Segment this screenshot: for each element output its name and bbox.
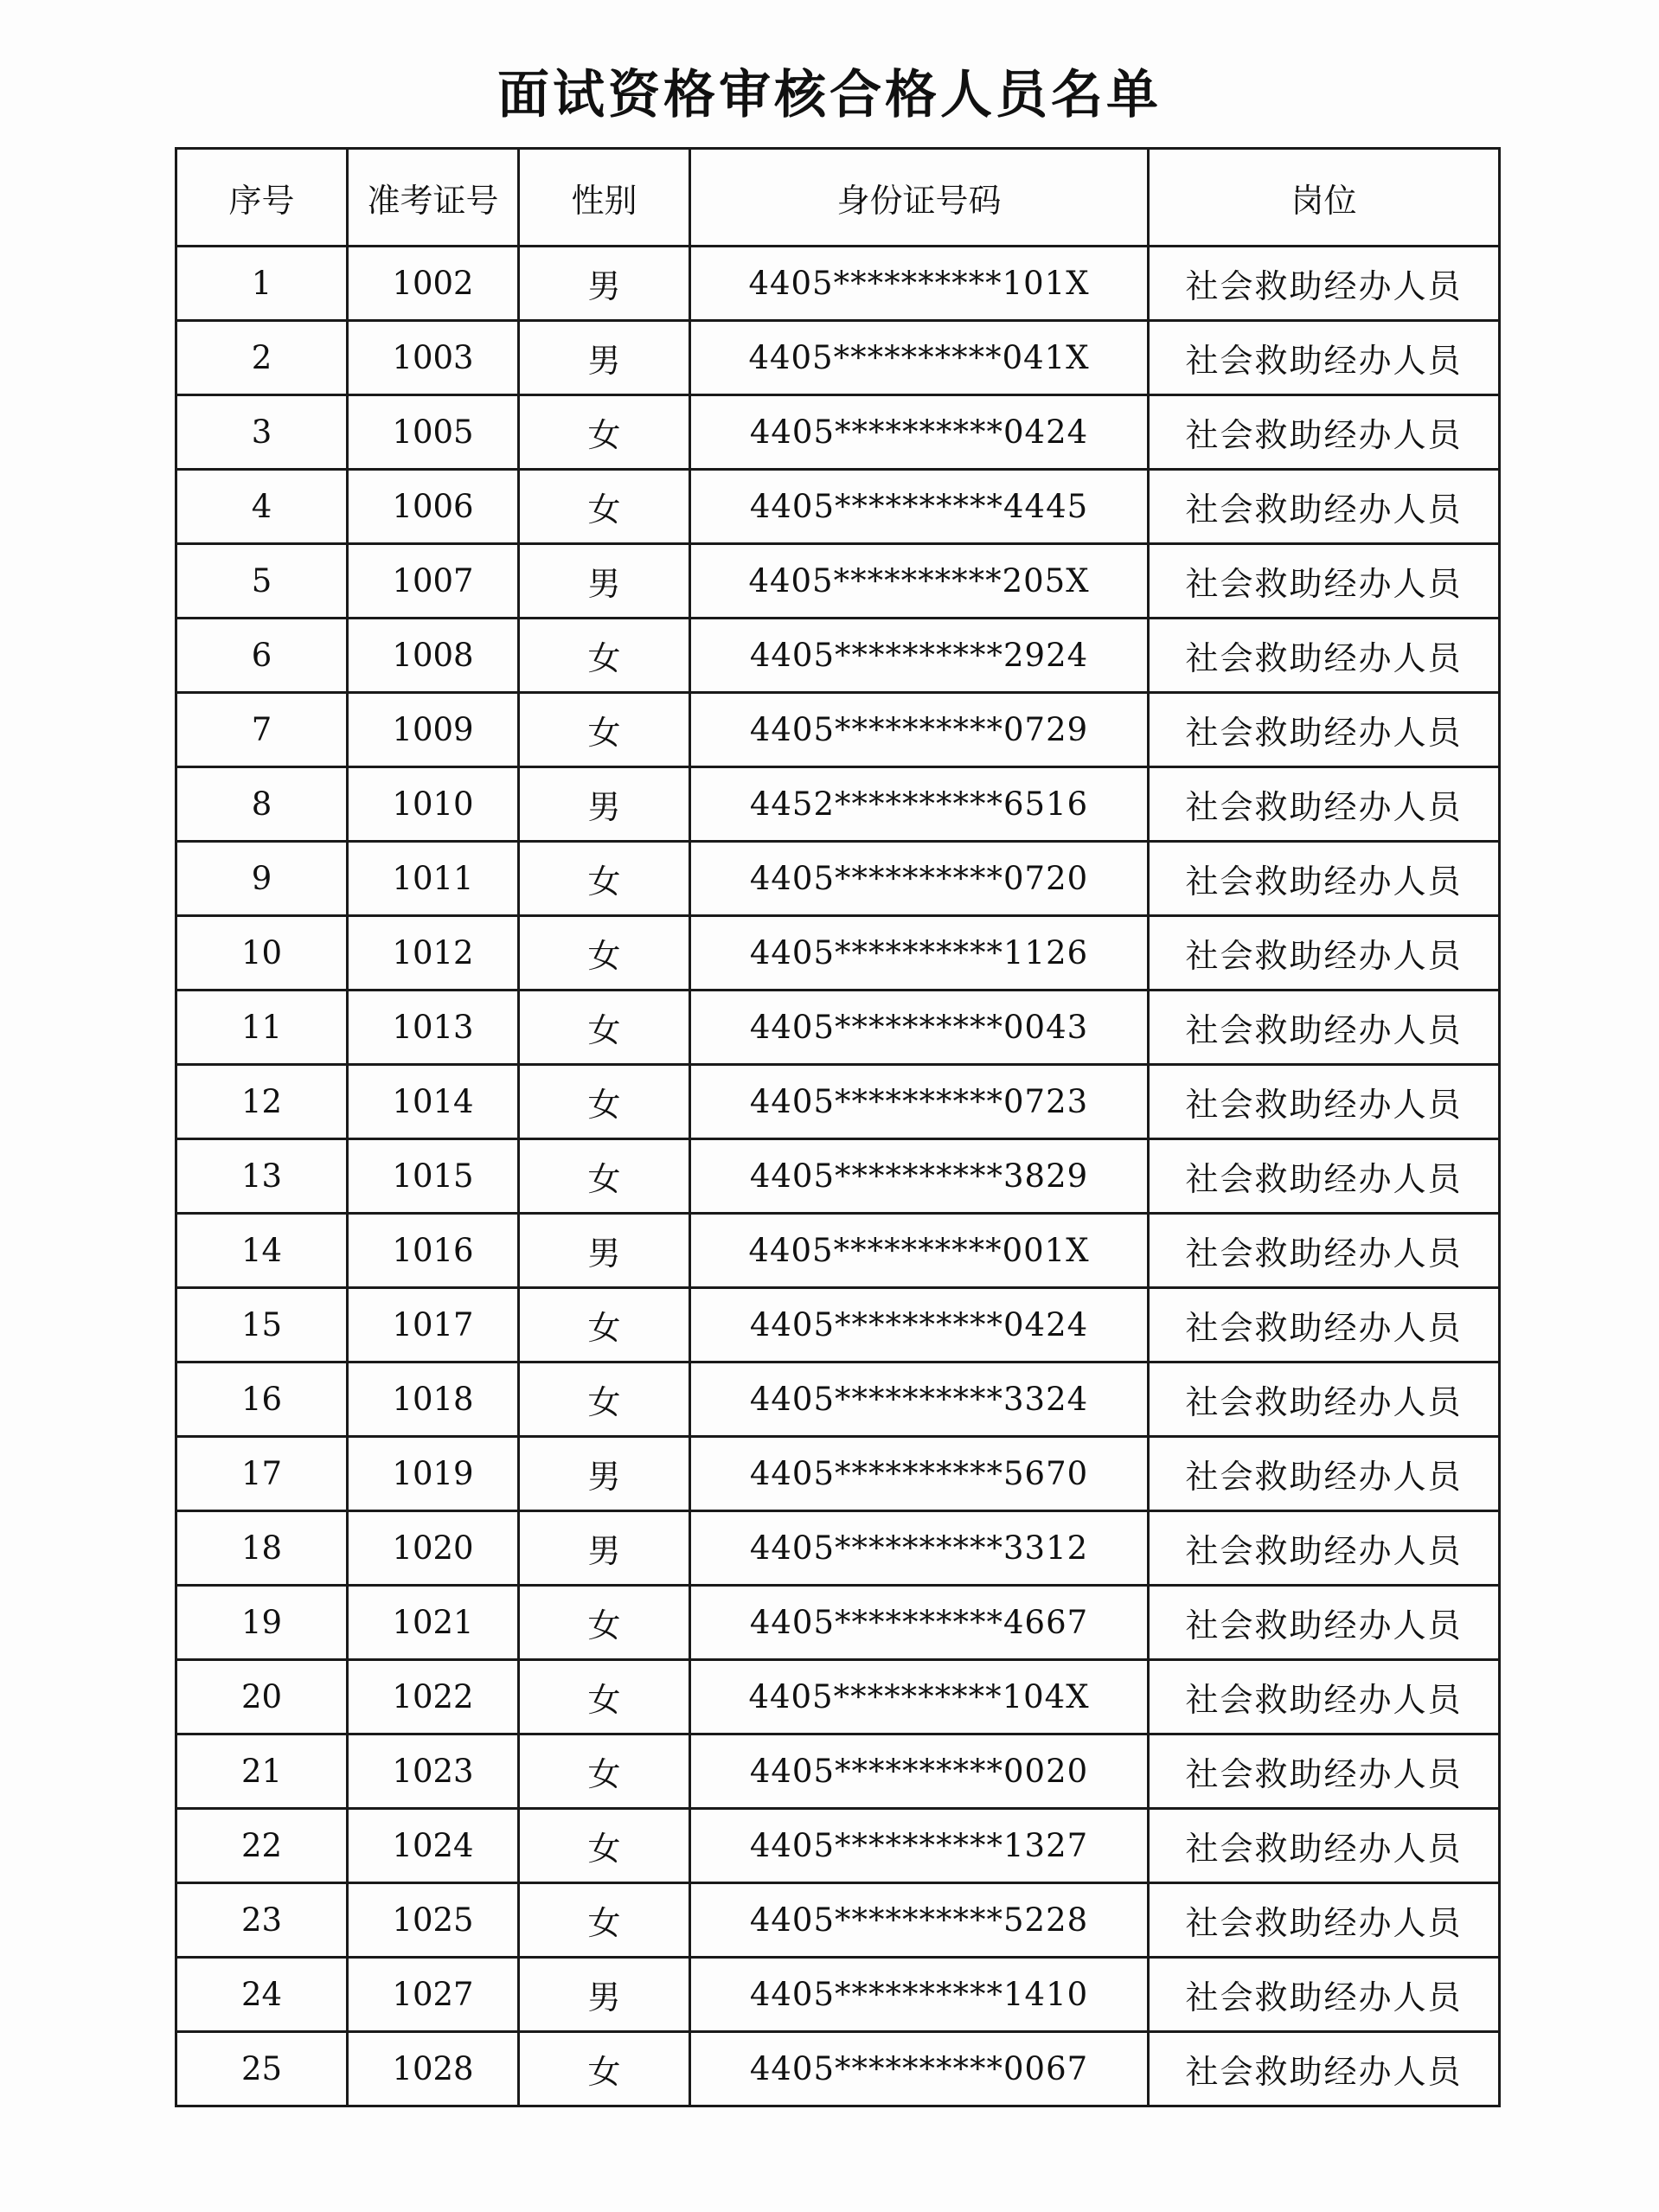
cell-exam-number: 1023 [348, 1734, 519, 1809]
cell-exam-number: 1016 [348, 1214, 519, 1288]
cell-index: 19 [176, 1586, 348, 1660]
cell-index: 25 [176, 2032, 348, 2106]
cell-position: 社会救助经办人员 [1149, 321, 1500, 395]
cell-index: 13 [176, 1139, 348, 1214]
cell-exam-number: 1012 [348, 916, 519, 991]
cell-index: 4 [176, 470, 348, 544]
cell-exam-number: 1020 [348, 1511, 519, 1586]
cell-index: 2 [176, 321, 348, 395]
cell-id-number: 4405**********4667 [690, 1586, 1149, 1660]
cell-id-number: 4405**********0067 [690, 2032, 1149, 2106]
cell-position: 社会救助经办人员 [1149, 693, 1500, 767]
cell-position: 社会救助经办人员 [1149, 1214, 1500, 1288]
cell-id-number: 4405**********0020 [690, 1734, 1149, 1809]
table-row [176, 1437, 1500, 1511]
header-position: 岗位 [1149, 149, 1500, 247]
cell-gender: 女 [519, 1065, 690, 1139]
table-row [176, 1734, 1500, 1809]
table-header [176, 149, 1500, 247]
cell-id-number: 4405**********1126 [690, 916, 1149, 991]
cell-gender: 女 [519, 916, 690, 991]
cell-exam-number: 1028 [348, 2032, 519, 2106]
cell-position: 社会救助经办人员 [1149, 916, 1500, 991]
cell-id-number: 4405**********4445 [690, 470, 1149, 544]
cell-position: 社会救助经办人员 [1149, 1139, 1500, 1214]
cell-gender: 女 [519, 1586, 690, 1660]
table-row [176, 916, 1500, 991]
cell-gender: 男 [519, 767, 690, 842]
cell-index: 1 [176, 247, 348, 321]
cell-gender: 女 [519, 1734, 690, 1809]
cell-exam-number: 1022 [348, 1660, 519, 1734]
cell-index: 18 [176, 1511, 348, 1586]
cell-id-number: 4405**********0720 [690, 842, 1149, 916]
cell-id-number: 4405**********041X [690, 321, 1149, 395]
cell-index: 7 [176, 693, 348, 767]
cell-index: 16 [176, 1362, 348, 1437]
table-row [176, 321, 1500, 395]
table-row [176, 1660, 1500, 1734]
cell-exam-number: 1014 [348, 1065, 519, 1139]
table-row [176, 1362, 1500, 1437]
header-id-number: 身份证号码 [690, 149, 1149, 247]
cell-id-number: 4405**********0723 [690, 1065, 1149, 1139]
table-row [176, 1065, 1500, 1139]
cell-gender: 女 [519, 2032, 690, 2106]
header-gender: 性别 [519, 149, 690, 247]
cell-index: 17 [176, 1437, 348, 1511]
cell-index: 6 [176, 619, 348, 693]
cell-exam-number: 1005 [348, 395, 519, 470]
cell-exam-number: 1009 [348, 693, 519, 767]
cell-exam-number: 1008 [348, 619, 519, 693]
cell-exam-number: 1027 [348, 1958, 519, 2032]
cell-position: 社会救助经办人员 [1149, 1362, 1500, 1437]
cell-exam-number: 1007 [348, 544, 519, 619]
cell-gender: 女 [519, 1139, 690, 1214]
cell-position: 社会救助经办人员 [1149, 1660, 1500, 1734]
table-row [176, 1139, 1500, 1214]
cell-index: 9 [176, 842, 348, 916]
cell-exam-number: 1002 [348, 247, 519, 321]
table-row [176, 1586, 1500, 1660]
cell-index: 21 [176, 1734, 348, 1809]
cell-id-number: 4405**********3312 [690, 1511, 1149, 1586]
cell-exam-number: 1025 [348, 1883, 519, 1958]
table-row [176, 1809, 1500, 1883]
cell-index: 15 [176, 1288, 348, 1362]
table-row [176, 1214, 1500, 1288]
cell-id-number: 4405**********0424 [690, 395, 1149, 470]
cell-index: 12 [176, 1065, 348, 1139]
table-row [176, 619, 1500, 693]
cell-gender: 女 [519, 991, 690, 1065]
cell-gender: 女 [519, 470, 690, 544]
cell-index: 3 [176, 395, 348, 470]
cell-position: 社会救助经办人员 [1149, 991, 1500, 1065]
cell-position: 社会救助经办人员 [1149, 470, 1500, 544]
table-row [176, 2032, 1500, 2106]
table-row [176, 1958, 1500, 2032]
cell-gender: 女 [519, 1883, 690, 1958]
cell-position: 社会救助经办人员 [1149, 1288, 1500, 1362]
cell-id-number: 4405**********1410 [690, 1958, 1149, 2032]
cell-position: 社会救助经办人员 [1149, 1586, 1500, 1660]
cell-id-number: 4405**********2924 [690, 619, 1149, 693]
cell-id-number: 4405**********0043 [690, 991, 1149, 1065]
cell-id-number: 4405**********0729 [690, 693, 1149, 767]
cell-exam-number: 1003 [348, 321, 519, 395]
cell-position: 社会救助经办人员 [1149, 395, 1500, 470]
cell-position: 社会救助经办人员 [1149, 1065, 1500, 1139]
cell-gender: 女 [519, 1660, 690, 1734]
table-body [176, 247, 1500, 2106]
cell-index: 24 [176, 1958, 348, 2032]
table-row [176, 991, 1500, 1065]
cell-id-number: 4405**********5228 [690, 1883, 1149, 1958]
cell-gender: 男 [519, 1511, 690, 1586]
cell-gender: 男 [519, 544, 690, 619]
cell-index: 5 [176, 544, 348, 619]
cell-id-number: 4405**********3829 [690, 1139, 1149, 1214]
cell-id-number: 4405**********001X [690, 1214, 1149, 1288]
table-row [176, 1883, 1500, 1958]
cell-exam-number: 1021 [348, 1586, 519, 1660]
table-row [176, 395, 1500, 470]
table-row [176, 470, 1500, 544]
cell-position: 社会救助经办人员 [1149, 1883, 1500, 1958]
cell-exam-number: 1010 [348, 767, 519, 842]
cell-gender: 男 [519, 1214, 690, 1288]
cell-gender: 女 [519, 395, 690, 470]
cell-gender: 女 [519, 842, 690, 916]
cell-exam-number: 1015 [348, 1139, 519, 1214]
cell-position: 社会救助经办人员 [1149, 247, 1500, 321]
cell-exam-number: 1006 [348, 470, 519, 544]
cell-exam-number: 1018 [348, 1362, 519, 1437]
table-row [176, 247, 1500, 321]
table-row [176, 842, 1500, 916]
cell-position: 社会救助经办人员 [1149, 1958, 1500, 2032]
cell-exam-number: 1024 [348, 1809, 519, 1883]
page-title: 面试资格审核合格人员名单 [497, 65, 1162, 125]
cell-exam-number: 1013 [348, 991, 519, 1065]
cell-exam-number: 1017 [348, 1288, 519, 1362]
cell-gender: 男 [519, 1958, 690, 2032]
cell-index: 14 [176, 1214, 348, 1288]
table-row [176, 1288, 1500, 1362]
cell-id-number: 4452**********6516 [690, 767, 1149, 842]
cell-exam-number: 1011 [348, 842, 519, 916]
cell-index: 10 [176, 916, 348, 991]
cell-gender: 女 [519, 1362, 690, 1437]
cell-position: 社会救助经办人员 [1149, 544, 1500, 619]
cell-gender: 男 [519, 1437, 690, 1511]
table-row [176, 544, 1500, 619]
header-exam-number: 准考证号 [348, 149, 519, 247]
cell-index: 20 [176, 1660, 348, 1734]
cell-gender: 女 [519, 1809, 690, 1883]
cell-id-number: 4405**********101X [690, 247, 1149, 321]
cell-id-number: 4405**********205X [690, 544, 1149, 619]
candidate-table [175, 147, 1501, 2107]
cell-position: 社会救助经办人员 [1149, 619, 1500, 693]
cell-id-number: 4405**********3324 [690, 1362, 1149, 1437]
cell-index: 8 [176, 767, 348, 842]
header-index: 序号 [176, 149, 348, 247]
cell-index: 23 [176, 1883, 348, 1958]
cell-position: 社会救助经办人员 [1149, 1511, 1500, 1586]
cell-id-number: 4405**********104X [690, 1660, 1149, 1734]
cell-gender: 女 [519, 693, 690, 767]
cell-id-number: 4405**********1327 [690, 1809, 1149, 1883]
cell-position: 社会救助经办人员 [1149, 1437, 1500, 1511]
cell-id-number: 4405**********0424 [690, 1288, 1149, 1362]
cell-gender: 女 [519, 1288, 690, 1362]
cell-position: 社会救助经办人员 [1149, 2032, 1500, 2106]
cell-gender: 男 [519, 321, 690, 395]
cell-index: 11 [176, 991, 348, 1065]
cell-index: 22 [176, 1809, 348, 1883]
cell-position: 社会救助经办人员 [1149, 1809, 1500, 1883]
header-row [176, 149, 1500, 247]
table-row [176, 1511, 1500, 1586]
cell-position: 社会救助经办人员 [1149, 842, 1500, 916]
cell-gender: 男 [519, 247, 690, 321]
table-row [176, 767, 1500, 842]
table-row [176, 693, 1500, 767]
cell-position: 社会救助经办人员 [1149, 767, 1500, 842]
cell-exam-number: 1019 [348, 1437, 519, 1511]
cell-id-number: 4405**********5670 [690, 1437, 1149, 1511]
cell-position: 社会救助经办人员 [1149, 1734, 1500, 1809]
cell-gender: 女 [519, 619, 690, 693]
